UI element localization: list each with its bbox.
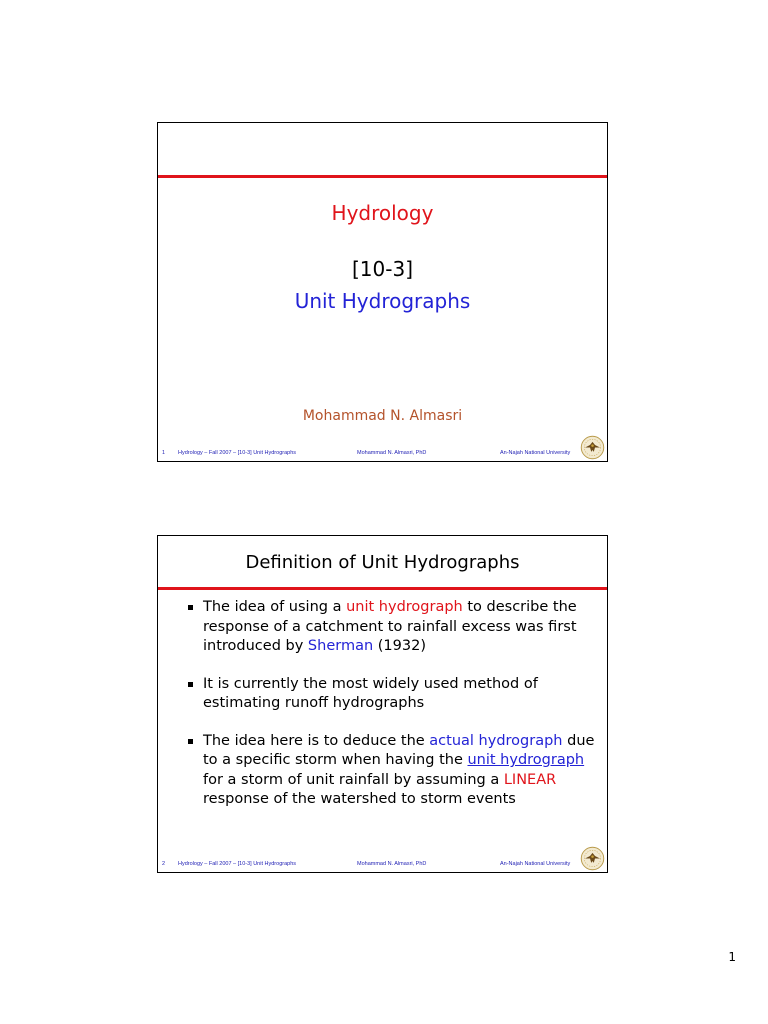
footer-slide-number: 1 — [162, 450, 166, 456]
slide-title: Hydrology — [331, 201, 434, 225]
bullet-item: The idea of using a unit hydrograph to describe the response of a catchment to rainfall excess was first introduced by Sherman (1932) — [186, 598, 595, 657]
slide-footer — [158, 860, 607, 870]
slide-1 — [157, 122, 608, 462]
slide-heading: Definition of Unit Hydrographs — [245, 552, 520, 573]
link-unit-hydrograph[interactable]: unit hydrograph — [467, 752, 585, 768]
footer-course: Hydrology – Fall 2007 – [10-3] Unit Hydrographs — [178, 450, 297, 456]
slide-2 — [157, 535, 608, 873]
slide-footer — [158, 449, 607, 459]
footer-university: An-Najah National University — [500, 450, 571, 456]
lecture-number: [10-3] — [352, 257, 413, 281]
term-actual-hydrograph: actual hydrograph — [429, 732, 563, 749]
term-sherman: Sherman — [307, 638, 374, 654]
term-linear: LINEAR — [503, 771, 557, 788]
footer-university: An-Najah National University — [500, 861, 571, 867]
footer-author: Mohammad N. Almasri, PhD — [357, 861, 427, 867]
page-number: 1 — [728, 950, 736, 964]
slide-subtitle: Unit Hydrographs — [294, 289, 471, 313]
footer-author: Mohammad N. Almasri, PhD — [357, 450, 427, 456]
author-name: Mohammad N. Almasri — [302, 408, 463, 424]
footer-slide-number: 2 — [162, 861, 166, 867]
header-rule — [158, 587, 607, 590]
header-rule — [158, 175, 607, 178]
bullet-item: The idea here is to deduce the actual hydrograph due to a specific storm when having the unit hydrograph for a storm of unit rainfall by assuming a LINEAR response of the watershed to storm events — [186, 732, 595, 810]
term-unit-hydrograph: unit hydrograph — [346, 599, 463, 615]
bullet-item: It is currently the most widely used method of estimating runoff hydrographs — [186, 675, 595, 714]
footer-course: Hydrology – Fall 2007 – [10-3] Unit Hydrographs — [178, 861, 297, 867]
bullet-list — [186, 598, 595, 828]
